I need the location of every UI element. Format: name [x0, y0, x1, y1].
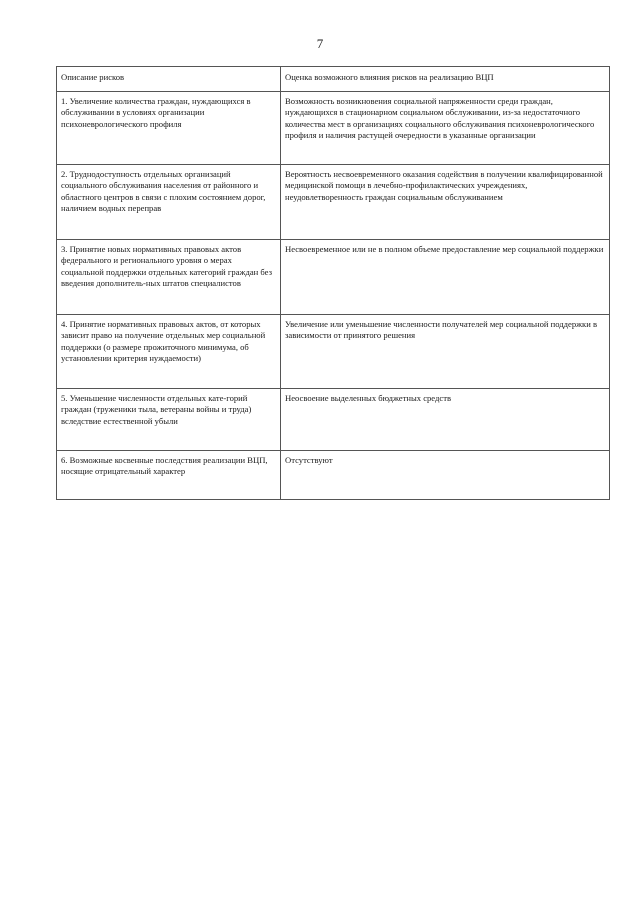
risk-impact: Возможность возникновения социальной напряженности среди граждан, нуждающихся в стационарном социальном обслуживании, из-за недостаточного количества мест в организациях социального обслуживания психоневрологического профиля и наличия растущей очередности в указанные организации: [281, 92, 610, 165]
page-number: 7: [316, 36, 324, 51]
risk-impact: Неосвоение выделенных бюджетных средств: [281, 389, 610, 451]
table-row: [57, 165, 610, 240]
risk-description: 6. Возможные косвенные последствия реализации ВЦП, носящие отрицательный характер: [57, 451, 281, 500]
risk-impact: Несвоевременное или не в полном объеме предоставление мер социальной поддержки: [281, 240, 610, 315]
table-row: [57, 451, 610, 500]
risk-description: 1. Увеличение количества граждан, нуждающихся в обслуживании в условиях организации психоневрологического профиля: [57, 92, 281, 165]
table-row: [57, 240, 610, 315]
risk-description: 5. Уменьшение численности отдельных кате-горий граждан (труженики тыла, ветераны войны и труда) вследствие естественной убыли: [57, 389, 281, 451]
table-row: [57, 389, 610, 451]
risk-impact: Отсутствуют: [281, 451, 610, 500]
risk-impact: Увеличение или уменьшение численности получателей мер социальной поддержки в зависимости от принятого решения: [281, 315, 610, 389]
risk-description: 3. Принятие новых нормативных правовых актов федерального и регионального уровня о мерах социальной поддержки отдельных категорий граждан без введения дополнитель-ных штатов специалистов: [57, 240, 281, 315]
header-risk-description: Описание рисков: [57, 67, 281, 92]
risks-table: [56, 66, 610, 500]
risk-description: 2. Труднодоступность отдельных организаций социального обслуживания населения от районного и областного центров в связи с плохим состоянием дорог, наличием водных переправ: [57, 165, 281, 240]
header-risk-impact: Оценка возможного влияния рисков на реализацию ВЦП: [281, 67, 610, 92]
table-header-row: [57, 67, 610, 92]
table-row: [57, 315, 610, 389]
risk-impact: Вероятность несвоевременного оказания содействия в получении квалифицированной медицинской помощи в лечебно-профилактических учреждениях, неудовлетворенность граждан социальным обслуживанием: [281, 165, 610, 240]
risk-description: 4. Принятие нормативных правовых актов, от которых зависит право на получение отдельных мер социальной поддержки (о размере прожиточного минимума, об установлении критерия нуждаемости): [57, 315, 281, 389]
table-row: [57, 92, 610, 165]
